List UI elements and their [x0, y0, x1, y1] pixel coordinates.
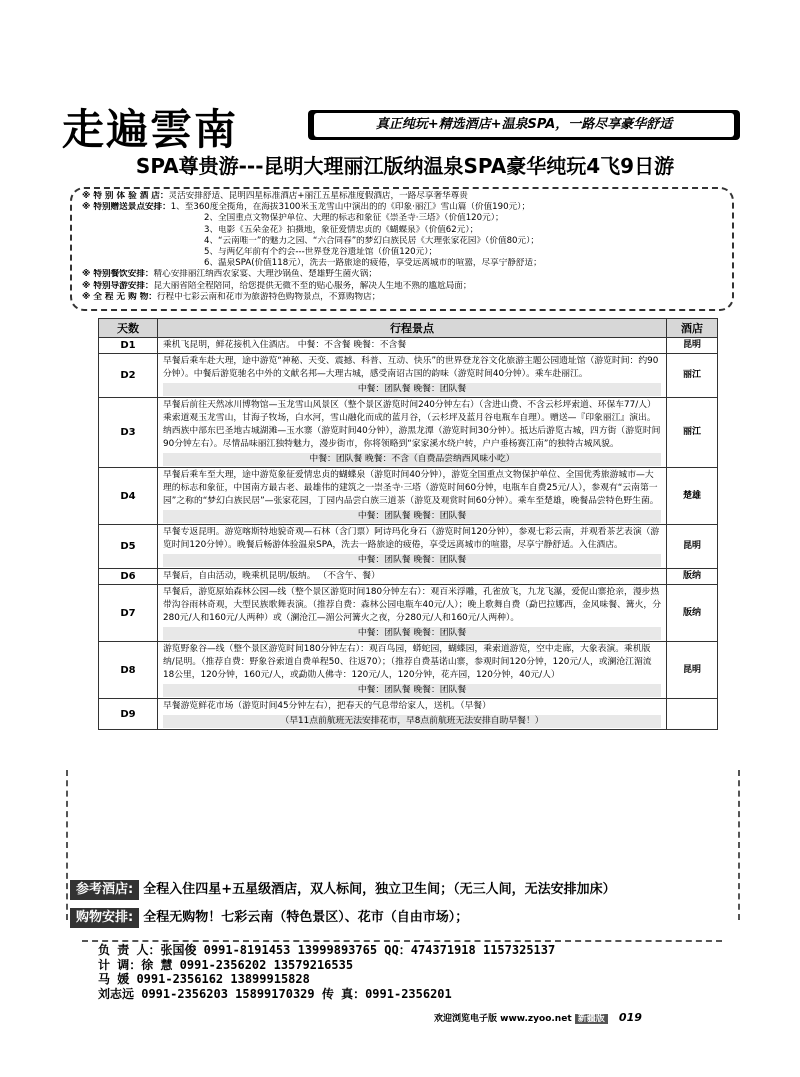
itinerary-table: [98, 318, 718, 730]
reference-hotel-row: [70, 880, 616, 900]
contact-line: 马 媛 0991-2356162 13899915828: [98, 972, 310, 986]
spots-cell: 早餐后，游览原始森林公园—线（整个景区游览时间180分钟左右）：观百米浮雕，孔雀放飞，九龙飞瀑，爱伲山寨抢亲，漫步热带沟谷雨林奇观，大型民族歌舞表演。（推荐自费：森林公园电瓶车40元/人）；晚上歌舞自费（勐巴拉娜西，金风味餐、篝火，分280元/人和160元/人两种）或（澜沧江—湄公河篝火之夜，分280元/人和160元/人两种）。 中餐：团队餐 晚餐：团队餐: [158, 585, 667, 642]
logo-text: 走遍雲南: [62, 105, 239, 154]
table-row: [99, 338, 718, 354]
meal-line: 中餐：团队餐 晚餐：团队餐: [163, 627, 661, 640]
table-row: [99, 569, 718, 585]
note-line: 6、温泉SPA(价值118元），洗去一路旅途的疲倦，享受远离城市的喧嚣，尽享宁静舒适；: [204, 258, 542, 269]
shopping-row: [70, 908, 468, 928]
day-cell: D8: [99, 642, 158, 699]
day-cell: D5: [99, 525, 158, 569]
spots-cell: 早餐后乘车至大理，途中游览象征爱情忠贞的蝴蝶泉（游览时间40分钟），游览全国重点文物保护单位、全国优秀旅游城市—大理的标志和象征，中国南方最古老、最雄伟的建筑之一崇圣寺·三塔（游览时间60分钟，电瓶车自费25元/人），参观有“云南第一园”之称的“梦幻白族民居”—张家花园，丁园内品尝白族三道茶（游览及观赏时间60分钟）。乘车至楚雄，晚餐品尝特色野生菌。 中餐：团队餐 晚餐：团队餐: [158, 468, 667, 525]
table-row: [99, 468, 718, 525]
page-number: 019: [618, 1011, 642, 1024]
hotel-cell: 丽江: [667, 398, 718, 468]
hotel-cell: 版纳: [667, 569, 718, 585]
note-line: ※ 特别餐饮安排：精心安排丽江纳西农家宴、大理沙锅鱼、楚雄野生菌火锅；: [82, 269, 377, 280]
hotel-cell: 昆明: [667, 642, 718, 699]
note-line: 5、与两亿年前有个约会---世界登龙谷遗址馆（价值120元）；: [204, 247, 438, 258]
edition-badge: 新疆版: [575, 1014, 608, 1024]
slogan: 真正纯玩+精选酒店+温泉SPA，一路尽享豪华舒适: [314, 113, 734, 137]
spots-cell: 乘机飞昆明，鲜花接机入住酒店。 中餐：不含餐 晚餐：不含餐: [158, 338, 667, 354]
day-cell: D3: [99, 398, 158, 468]
note-line: ※ 特 别 体 验 酒 店：灵活安排舒适、昆明四星标准酒店+丽江五星标准度假酒店，一路尽享奢华尊贵: [82, 191, 468, 201]
spots-cell: 早餐游览鲜花市场（游览时间45分钟左右），把春天的气息带给家人，送机。（早餐） （早11点前航班无法安排花市，早8点前航班无法安排自助早餐！）: [158, 699, 667, 730]
notes-box: [70, 187, 734, 311]
note-line: 4、“云南唯一”的魅力之园、“六合同春”的梦幻白族民居《大理张家花园》（价值80元）；: [204, 235, 539, 246]
day-cell: D4: [99, 468, 158, 525]
meal-line: 中餐：团队餐 晚餐：团队餐: [163, 510, 661, 523]
spots-cell: 早餐后乘车赴大理，途中游览“神秘、天变、震撼、科普、互动、快乐”的世界登龙谷文化旅游主题公园遗址馆（游览时间：约90分钟）。中餐后游览驰名中外的文献名邦—大理古城，感受南诏古国的韵味（游览时间40分钟）。乘车赴丽江。 中餐：团队餐 晚餐：团队餐: [158, 354, 667, 398]
table-row: [99, 585, 718, 642]
day-cell: D2: [99, 354, 158, 398]
day-cell: D1: [99, 338, 158, 354]
meal-line: 中餐：团队餐 晚餐：不含（自费品尝纳西风味小吃）: [163, 453, 661, 466]
note-line: ※ 特别赠送景点安排：1、至360度全揽角，在海拔3100米玉龙雪山中演出的的《印象·丽江》雪山篇（价值190元）；: [82, 202, 531, 213]
logo: [62, 98, 238, 156]
hotel-cell: 昆明: [667, 338, 718, 354]
contact-line: 刘志远 0991-2356203 15899170329 传 真：0991-2356201: [98, 986, 452, 1001]
contact-line: 负 责 人：张国俊 0991-8191453 13999893765 QQ：474371918 1157325137: [98, 943, 556, 957]
footer-text: 欢迎浏览电子版 www.zyoo.net: [434, 1014, 572, 1024]
hotel-cell: [667, 699, 718, 730]
reference-hotel-label: 参考酒店:: [70, 880, 139, 900]
reference-hotel-text: 全程入住四星+五星级酒店，双人标间，独立卫生间；（无三人间，无法安排加床）: [143, 882, 616, 897]
spots-cell: 早餐后前往天然冰川博物馆—玉龙雪山风景区（整个景区游览时间240分钟左右）（含进山费、不含云杉坪索道、环保车77/人）乘索道观玉龙雪山，甘海子牧场，白水河，雪山融化而成的蓝月谷，（云杉坪及蓝月谷电瓶车自理）。赠送—『印象丽江』演出。纳西族中部东巴圣地古城湖滩—玉水寨（游览时间40分钟），游黑龙潭（游览时间30分钟）。抵达后游览古城，四方街（游览时间90分钟左右）。尽情品味丽江独特魅力，漫步街市，你将领略到“家家溪水绕户转，户户垂杨赛江南”的独特古城风貌。 中餐：团队餐 晚餐：不含（自费品尝纳西风味小吃）: [158, 398, 667, 468]
col-day: 天数: [99, 319, 158, 338]
note-line: ※ 全 程 无 购 物：行程中七彩云南和花市为旅游特色购物景点，不算购物店；: [82, 291, 381, 302]
table-row: [99, 642, 718, 699]
table-row: [99, 398, 718, 468]
contacts: [98, 943, 555, 1001]
shopping-label: 购物安排:: [70, 908, 139, 928]
hotel-cell: 昆明: [667, 525, 718, 569]
table-header: [99, 319, 718, 338]
table-row: [99, 354, 718, 398]
col-spots: 行程景点: [158, 319, 667, 338]
meal-line: 中餐：团队餐 晚餐：团队餐: [163, 383, 661, 396]
page-title: SPA尊贵游---昆明大理丽江版纳温泉SPA豪华纯玩4飞9日游: [135, 154, 675, 178]
day-cell: D6: [99, 569, 158, 585]
meal-line: 中餐：团队餐 晚餐：团队餐: [163, 684, 661, 697]
day-cell: D7: [99, 585, 158, 642]
right-dashed-arrow: [738, 770, 742, 920]
note-line: 2、全国重点文物保护单位、大理的标志和象征《崇圣寺·三塔》（价值120元）；: [204, 213, 504, 224]
hotel-cell: 楚雄: [667, 468, 718, 525]
spots-cell: 游览野象谷—线（整个景区游览时间180分钟左右）：观百鸟园，蟒蛇园，蝴蝶园，乘索道游览，空中走廊，大象表演。乘机版纳/昆明。（推荐自费：野象谷索道自费单程50、往返70）；（推荐自费基诺山寨，参观时间120分钟，120元/人，或澜沧江湄流18公里，120分钟，160元/人，或勐勋人佛寺：120元/人，120分钟，花卉园，120分钟，40元/人） 中餐：团队餐 晚餐：团队餐: [158, 642, 667, 699]
divider: [82, 940, 722, 942]
table-row: [99, 525, 718, 569]
note-line: 3、电影《五朵金花》拍摄地，象征爱情忠贞的《蝴蝶泉》（价值62元）；: [204, 224, 479, 235]
meal-line: 中餐：团队餐 晚餐：团队餐: [163, 554, 661, 567]
contact-line: 计 调：徐 慧 0991-2356202 13579216535: [98, 957, 354, 972]
meal-line: （早11点前航班无法安排花市，早8点前航班无法安排自助早餐！）: [163, 715, 661, 728]
spots-cell: 早餐专返昆明。游览喀斯特地貌奇观—石林（含门票）阿诗玛化身石（游览时间120分钟），参观七彩云南，并观看茶艺表演（游览时间120分钟）。晚餐后畅游体验温泉SPA，洗去一路旅途的疲倦，享受远离城市的喧嚣，尽享宁静舒适。入住酒店。 中餐：团队餐 晚餐：团队餐: [158, 525, 667, 569]
table-row: [99, 699, 718, 730]
shopping-text: 全程无购物！七彩云南（特色景区）、花市（自由市场）；: [143, 910, 469, 925]
hotel-cell: 丽江: [667, 354, 718, 398]
note-line: ※ 特别导游安排：昆大丽省陪全程陪同，给您提供无微不至的贴心服务，解决人生地不熟的尴尬局面；: [82, 280, 472, 291]
day-cell: D9: [99, 699, 158, 730]
col-hotel: 酒店: [667, 319, 718, 338]
spots-cell: 早餐后，自由活动，晚乘机昆明/版纳。 （不含午、餐）: [158, 569, 667, 585]
footer: [434, 1011, 734, 1025]
hotel-cell: 版纳: [667, 585, 718, 642]
